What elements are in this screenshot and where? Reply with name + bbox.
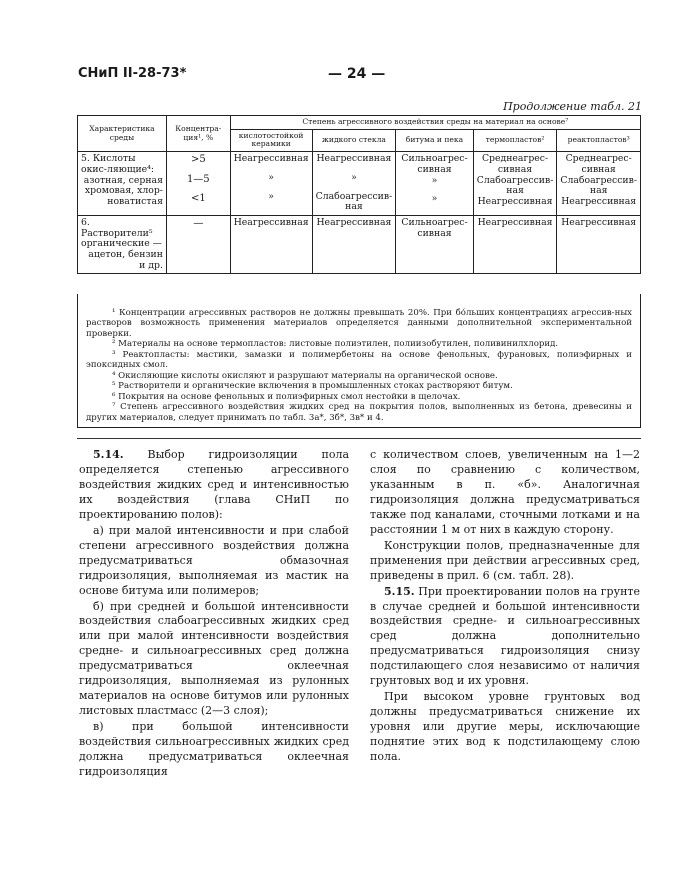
footnote: ² Материалы на основе термопластов: листовые полиэтилен, полиизобутилен, поливинилхлорид.: [112, 339, 559, 350]
cell-value: <1: [190, 193, 206, 205]
cell-value: Среднеагрес-сивная: [565, 153, 632, 175]
cell-value: Неагрессивная: [233, 153, 309, 165]
cell-value: Слабоагрессив-ная: [560, 174, 637, 197]
footnote: ⁶ Покрытия на основе фенольных и полиэфирных смол нестойки в щелочах.: [112, 391, 461, 402]
footnote: ⁷ Степень агрессивного воздействия жидких сред на покрытия полов, выполненных из бетона, древесины и других материалов, следует принимать по табл. 3а*, 3б*, 3в* и 4.: [86, 402, 632, 423]
table-caption: Продолжение табл. 21: [503, 100, 642, 113]
header-characteristic: Характеристика среды: [78, 116, 167, 152]
table-row: [78, 215, 641, 273]
cell-ceramic: [230, 152, 312, 216]
footnote: ³ Реактопласты: мастики, замазки и полимербетоны на основе фенольных, фурановых, полиэфирных и эпоксидных смол.: [86, 349, 632, 371]
paragraph-constructions: Конструкции полов, предназначенные для применения при действии агрессивных сред, приведены в прил. 6 (см. табл. 28).: [370, 538, 640, 582]
cell-value: Среднеагрес-сивная: [481, 153, 549, 175]
cell-value: Неагрессивная: [316, 153, 392, 165]
table-header-row: [78, 116, 641, 130]
footnote: ⁵ Растворители и органические включения в промышленных стоках растворяют битум.: [112, 381, 513, 392]
cell-value: 1—5: [186, 173, 210, 185]
paragraph-text: При проектировании полов на грунте в случае средней и большой интенсивности воздействия средне- и сильноагрессивных сред должна дополнительно предусматриваться гидроизоляция снизу подстилающего слоя независимо от наличия грунтовых вод и их уровня.: [370, 584, 640, 688]
footnote: ⁴ Окисляющие кислоты окисляют и разрушают материалы на органической основе.: [112, 370, 498, 381]
aggressiveness-table: [77, 115, 641, 274]
cell-value: »: [431, 174, 438, 186]
paragraph-a: а) при малой интенсивности и при слабой степени агрессивного воздействия должна предусматриваться обмазочная гидроизоляция, выполняемая из мастик на основе битума или полимеров;: [79, 523, 349, 597]
cell-glass: [312, 152, 396, 216]
section-number: 5.14.: [93, 448, 124, 461]
paragraph-5-15: [370, 585, 640, 690]
paragraph-5-14: [79, 448, 349, 523]
subheader-bitumen: битума и пека: [396, 129, 474, 151]
section-number: 5.15.: [384, 584, 415, 598]
cell-value: Сильноагрес-сивная: [401, 153, 468, 175]
cell-thermoplastics: Неагрессивная: [473, 215, 557, 273]
divider: [77, 438, 641, 439]
cell-bitumen: Сильноагрес-сивная: [396, 215, 474, 273]
paragraph-text: Выбор гидроизоляции пола определяется степенью агрессивного воздействия жидких сред и интенсивностью их воздействия (глава СНиП по проектированию полов):: [79, 448, 349, 521]
row-characteristic: [78, 152, 167, 216]
cell-value: Неагрессивная: [561, 195, 637, 207]
cell-value: »: [268, 171, 274, 183]
row-subtitle: ацетон, бензин и др.: [88, 248, 163, 271]
paragraph-b: б) при средней и большой интенсивности воздействия слабоагрессивных жидких сред или при малой интенсивности воздействия средне- и сильноагрессивных сред должна предусматриваться оклеечная гидроизоляция, выполняемая из рулонных материалов на основе битумов или рулонных листовых пластмасс (2—3 слоя);: [79, 599, 349, 718]
row-concentrations: [166, 152, 230, 216]
paragraph-groundwater: При высоком уровне грунтовых вод должны предусматриваться снижение их уровня или другие меры, исключающие поднятие этих вод к подстилающему слою пола.: [370, 690, 640, 764]
table-footnotes: [77, 294, 641, 428]
body-column-left: [79, 448, 349, 781]
row-characteristic: [78, 215, 167, 273]
footnote: ¹ Концентрации агрессивных растворов не должны превышать 20%. При бо́льших концентрациях агрессив-ных растворов возможность применения материалов определяется данными дополнительной экспериментальной проверки.: [86, 308, 632, 339]
cell-reactoplastics: Неагрессивная: [557, 215, 641, 273]
paragraph-v: в) при большой интенсивности воздействия сильноагрессивных жидких сред должна предусматриваться оклеечная гидроизоляция: [79, 720, 349, 779]
header-concentration: Концентра-ция¹, %: [166, 116, 230, 152]
paragraph-continuation: с количеством слоев, увеличенным на 1—2 слоя по сравнению с количеством, указанным в п. «б». Аналогичная гидроизоляция должна предусматриваться также под каналами, сточными лотками и на расстоянии 1 м от них в каждую сторону.: [370, 448, 640, 536]
cell-value: Слабоагрессив-ная: [476, 174, 554, 197]
cell-glass: Неагрессивная: [312, 215, 396, 273]
cell-value: »: [268, 190, 274, 202]
document-code: СНиП II-28-73*: [78, 66, 187, 81]
cell-thermoplastics: [473, 152, 557, 216]
cell-ceramic: Неагрессивная: [230, 215, 312, 273]
subheader-reactoplastics: реактопластов³: [557, 129, 641, 151]
body-column-right: [370, 448, 640, 766]
cell-bitumen: [396, 152, 474, 216]
cell-value: »: [431, 193, 438, 205]
row-title: 5. Кислоты окис-ляющие⁴:: [81, 153, 155, 175]
cell-value: »: [351, 171, 357, 183]
page-number: — 24 —: [328, 66, 386, 82]
subheader-thermoplastics: термопластов²: [473, 129, 557, 151]
subheader-glass: жидкого стекла: [312, 129, 396, 151]
cell-reactoplastics: [557, 152, 641, 216]
table-row: [78, 152, 641, 216]
subheader-ceramic: кислотостойкой керамики: [230, 129, 312, 151]
cell-value: >5: [190, 154, 206, 166]
cell-value: Слабоагрессив-ная: [315, 190, 393, 213]
cell-value: Неагрессивная: [477, 195, 553, 207]
header-group: Степень агрессивного воздействия среды на материал на основе⁷: [230, 116, 640, 130]
cell-concentration: —: [166, 215, 230, 273]
row-subtitle: азотная, серная хромовая, хлор-новатистая: [83, 174, 163, 207]
row-title: 6. Растворители⁵ органические —: [81, 216, 162, 250]
